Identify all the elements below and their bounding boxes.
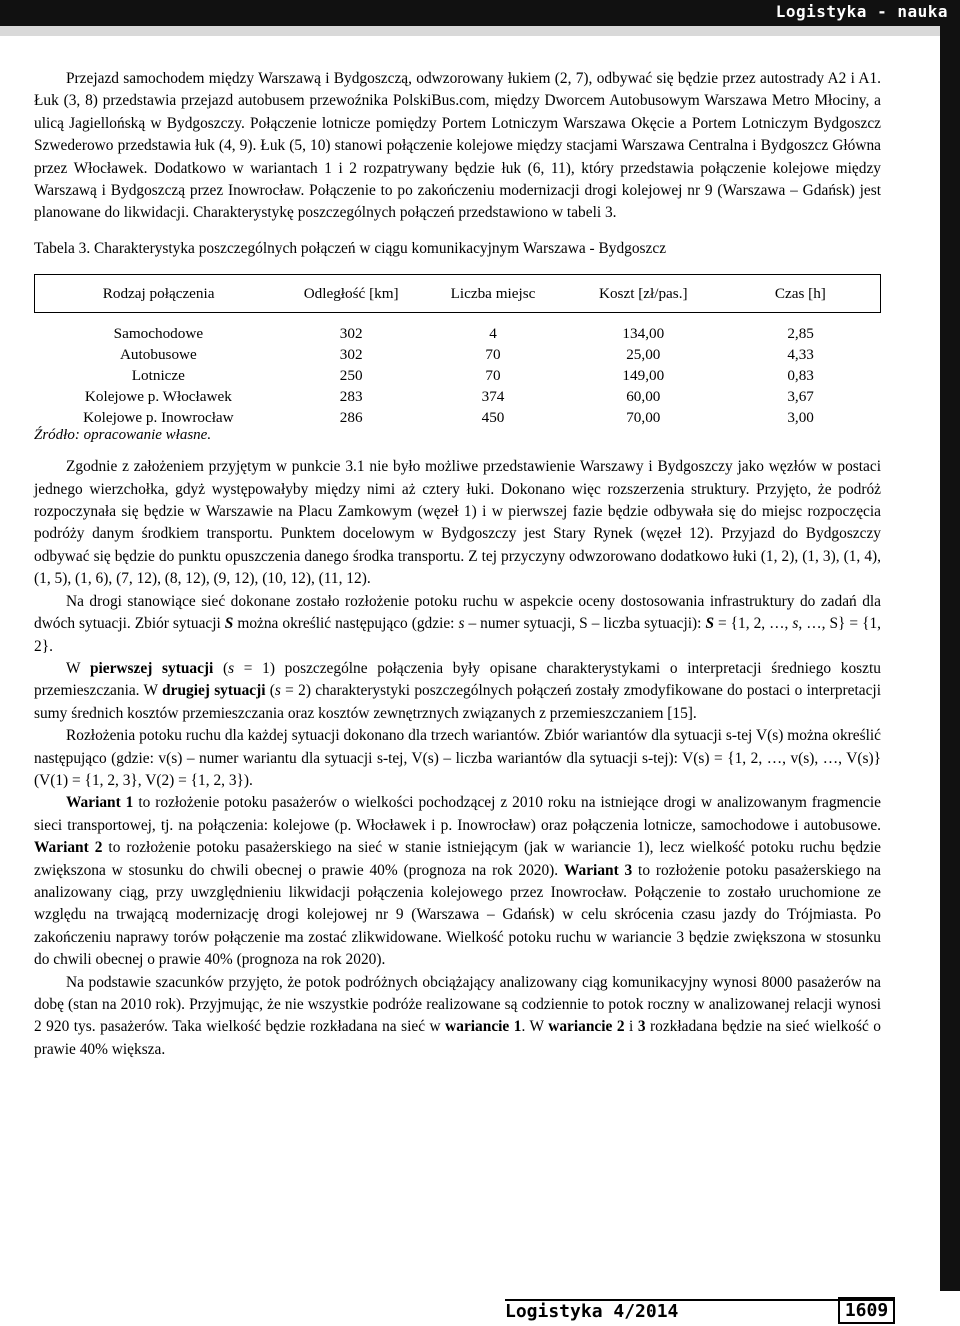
table-cell: 302 [339,325,363,343]
page-number: 1609 [838,1297,895,1324]
table-cell: 283 [339,388,363,406]
paragraph-structure: Zgodnie z założeniem przyjętym w punkcie 3.1 nie było możliwe przedstawienie Warszawy i Bydgoszczy jako węzłów w postaci jednego wierzchołka, gdyż występowałyby między nimi aż cztery łuki. Dokonano więc rozszerzenia struktury. Przyjęto, że podróż rozpoczynała się będzie w Warszawie na Placu Zamkowym (węzeł 1) i w pierwszej fazie będzie odbywała się do miejsc rozpoczęcia podróży danym środkiem transportu. Punktem docelowym w Bydgoszczy jest Stary Rynek (węzeł 12). Przyjazd do Bydgoszczy odbywać się będzie do punktu opuszczenia danego środka transportu. Z tej przyczyny odwzorowano dodatkowo łuki (1, 2), (1, 3), (1, 4), (1, 5), (1, 6), (7, 12), (8, 12), (9, 12), (10, 12), (11, 12). [34,458,881,588]
table-cell: 25,00 [626,346,661,364]
footer-journal: Logistyka 4/2014 [505,1301,679,1322]
table-cell: 3,67 [787,388,814,406]
table-header-row [35,275,881,313]
paragraph-passenger-flow: Na podstawie szacunków przyjęto, że potok podróżnych obciążający analizowany ciąg komunikacyjny wynosi 8000 pasażerów na dobę (stan na 2010 rok). Przyjmując, że nie wszystkie podróże realizowane są codziennie to potok roczny w analizowanej relacji wynosi 2 920 tys. pasażerów. Taka wielkość będzie rozkładana na sieć w wariancie 1. W wariancie 2 i 3 rozkładana będzie na sieć wielkość o prawie 40% większa. [34,973,881,1058]
table-row [35,407,881,428]
paragraph-variant-descriptions: Wariant 1 to rozłożenie potoku pasażerów o wielkości pochodzącej z 2010 roku na istniejące drogi w analizowanym fragmencie sieci transportowej, tj. na połączenia: kolejowe (p. Włocławek i p. Inowrocław) oraz połączenia lotnicze, samochodowe i autobusowe. Wariant 2 to rozłożenie potoku pasażerskiego na sieć w stanie istniejącym (jak w wariancie 1), lecz wielkość potoku ruchu będzie zwiększona w stosunku do chwili obecnej o prawie 40% (prognoza na rok 2020). Wariant 3 to rozłożenie potoku pasażerskiego na analizowany ciąg, przy uwzględnieniu likwidacji połączenia kolejowego przez Inowrocław. Połączenie to zostało uruchomione ze względu na trwającą modernizację drogi kolejowej nr 9 (Warszawa – Gdańsk) w celu skrócenia czasu jazdy do Trójmiasta. Po zakończeniu naprawy torów połączenie ma zostać zlikwidowane. Wielkość potoku ruchu w wariancie 3 będzie zwiększona w stosunku do chwili obecnej o prawie 40% (prognoza na rok 2020). [34,794,881,969]
table-cell: 4 [489,325,497,343]
table-cell: Kolejowe p. Włocławek [84,388,232,406]
table-source: Źródło: opracowanie własne. [34,427,212,444]
table-cell: 2,85 [787,325,814,343]
table-row [35,386,881,407]
table-row [35,313,881,345]
table-cell: 3,00 [787,409,814,427]
table-cell: Autobusowe [119,346,197,364]
header-band [0,26,960,36]
table-cell: 70 [485,346,501,364]
table-cell: 286 [339,409,363,427]
side-bar [940,26,960,1291]
header-cell: Liczba miejsc [420,275,566,313]
header-cell: Czas [h] [721,275,881,313]
table-cell: 250 [339,367,363,385]
table-cell: 70 [485,367,501,385]
table-cell: Lotnicze [131,367,185,385]
table-cell: 302 [339,346,363,364]
paragraph-first-second-situation: W pierwszej sytuacji (s = 1) poszczególne połączenia były opisane charakterystykami o interpretacji średniego kosztu przemieszczania. W drugiej sytuacji (s = 2) charakterystyki poszczególnych połączeń zostały zmodyfikowane do postaci o interpretacji sumy średnich kosztów przemieszczania oraz kosztów zewnętrznych związanych z przemieszczaniem [15]. [34,659,881,722]
header-cell: Rodzaj połączenia [35,275,283,313]
paragraph-situations: Na drogi stanowiące sieć dokonane zostało rozłożenie potoku ruchu w aspekcie oceny dostosowania infrastruktury do zadań dla dwóch sytuacji. Zbiór sytuacji S można określić następująco (gdzie: s – numer sytuacji, S – liczba sytuacji): S = {1, 2, …, s, …, S} = {1, 2}. [34,592,881,655]
table-cell: 374 [481,388,505,406]
paragraph-connections: Przejazd samochodem między Warszawą i Bydgoszczą, odwzorowany łukiem (2, 7), odbywać się będzie przez autostrady A2 i A1. Łuk (3, 8) przedstawia przejazd autobusem przewoźnika PolskiBus.com, między Dworcem Autobusowym Warszawa Metro Młociny, a ulicą Jagiellońską w Bydgoszczy. Połączenie lotnicze pomiędzy Portem Lotniczym Warszawa Okęcie a Portem Lotniczym Bydgoszcz Szwederowo przedstawia łuk (4, 9). Łuk (5, 10) stanowi połączenie kolejowe między stacjami Warszawa Centralna i Bydgoszcz Główna przez Włocławek. Dodatkowo w wariantach 1 i 2 rozpatrywany będzie łuk (6, 11), który przedstawia połączenie kolejowe między Warszawą i Bydgoszczą przez Inowrocław. Połączenie to po zakończeniu modernizacji drogi kolejowej nr 9 (Warszawa – Gdańsk) jest planowane do likwidacji. Charakterystykę poszczególnych połączeń przedstawiono w tabeli 3. [34,70,881,222]
table-cell: 60,00 [626,388,661,406]
table-cell: 70,00 [626,409,661,427]
table-cell: 450 [481,409,505,427]
page-content [34,68,881,1061]
header-cell: Koszt [zł/pas.] [566,275,721,313]
table-cell: Kolejowe p. Inowrocław [83,409,234,427]
table-cell: Samochodowe [113,325,204,343]
table-row [35,344,881,365]
table-cell: 134,00 [622,325,665,343]
header-bar [0,0,960,26]
connections-table [34,274,881,428]
header-cell: Odległość [km] [282,275,420,313]
table-cell: 149,00 [622,367,665,385]
table-row [35,365,881,386]
paragraph-variants: Rozłożenia potoku ruchu dla każdej sytuacji dokonano dla trzech wariantów. Zbiór wariantów dla sytuacji s-tej V(s) można określić następująco (gdzie: v(s) – numer wariantu dla sytuacji s-tej, V(s) – liczba wariantów dla sytuacji s-tej): V(s) = {1, 2, …, v(s), …, V(s)} (V(1) = {1, 2, 3}, V(2) = {1, 2, 3}). [34,727,881,789]
table-caption: Tabela 3. Charakterystyka poszczególnych połączeń w ciągu komunikacyjnym Warszawa - Bydgoszcz [34,239,667,257]
table-cell: 0,83 [787,367,814,385]
table-cell: 4,33 [787,346,814,364]
header-title: Logistyka - nauka [775,2,948,21]
